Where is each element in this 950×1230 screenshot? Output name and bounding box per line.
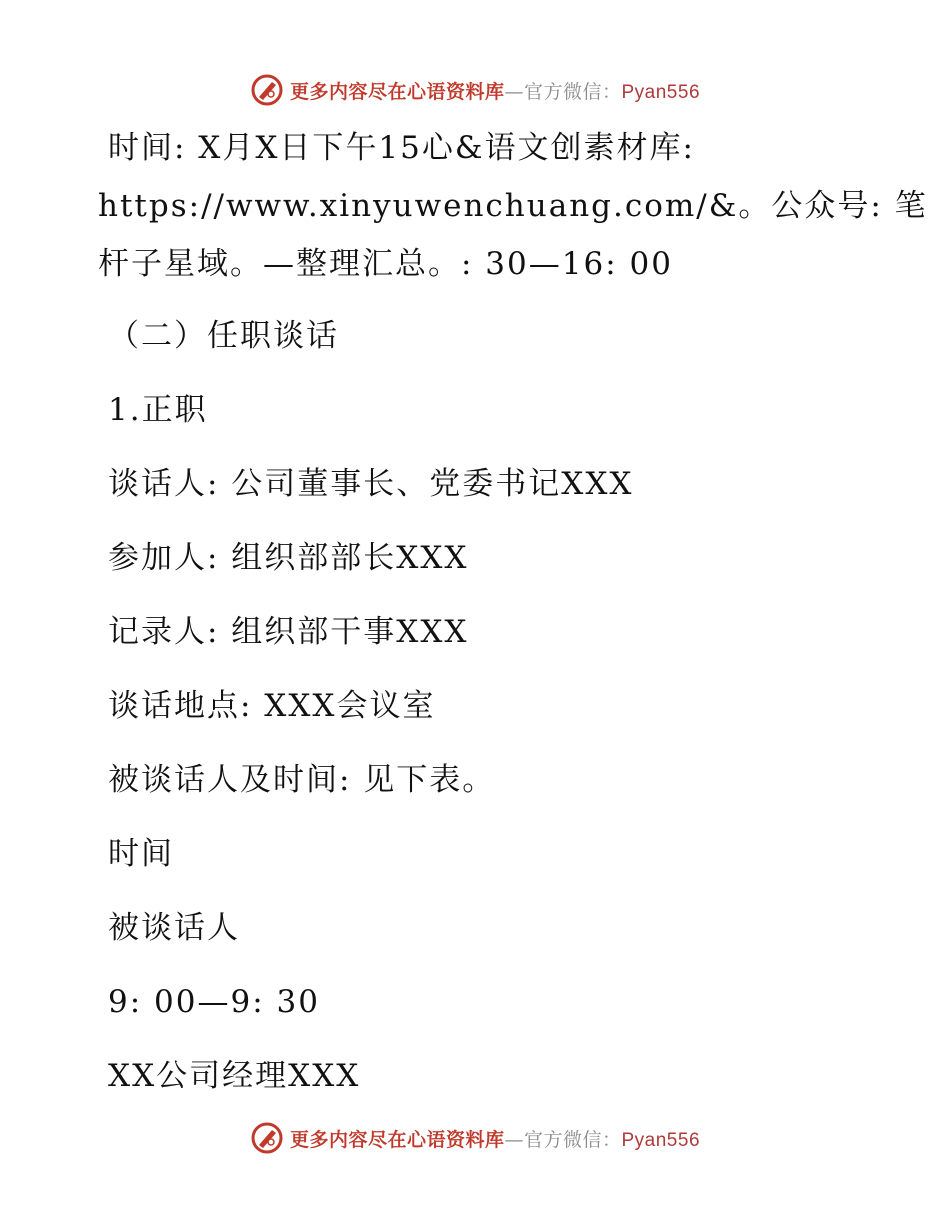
text-line-interviewer: 谈话人: 公司董事长、党委书记XXX xyxy=(108,466,634,502)
section-heading: （二）任职谈话 xyxy=(108,318,339,354)
table-cell-time: 9: 00—9: 30 xyxy=(108,984,320,1020)
watermark-text: 更多内容尽在心语资料库—官方微信：Pyan556 xyxy=(289,80,701,103)
watermark-header xyxy=(0,70,950,110)
text-line-account: 杆子星域。—整理汇总。: 30—16: 00 xyxy=(98,246,673,282)
text-line-interviewee: 被谈话人及时间: 见下表。 xyxy=(108,762,496,798)
pen-circle-icon xyxy=(250,1121,284,1155)
table-cell-interviewee: XX公司经理XXX xyxy=(108,1058,361,1094)
text-line-location: 谈话地点: XXX会议室 xyxy=(108,688,436,724)
text-line-participant: 参加人: 组织部部长XXX xyxy=(108,540,469,576)
table-header-interviewee: 被谈话人 xyxy=(108,910,240,946)
pen-circle-icon xyxy=(250,73,284,107)
subsection-heading: 1.正职 xyxy=(108,392,208,428)
text-line-recorder: 记录人: 组织部干事XXX xyxy=(108,614,469,650)
table-header-time: 时间 xyxy=(108,836,174,872)
text-line-url: https://www.xinyuwenchuang.com/&。公众号: 笔 xyxy=(98,188,928,224)
watermark-footer xyxy=(0,1118,950,1158)
watermark-text: 更多内容尽在心语资料库—官方微信：Pyan556 xyxy=(289,1128,701,1151)
text-line-time-header: 时间: X月X日下午15心&语文创素材库: xyxy=(108,130,695,166)
